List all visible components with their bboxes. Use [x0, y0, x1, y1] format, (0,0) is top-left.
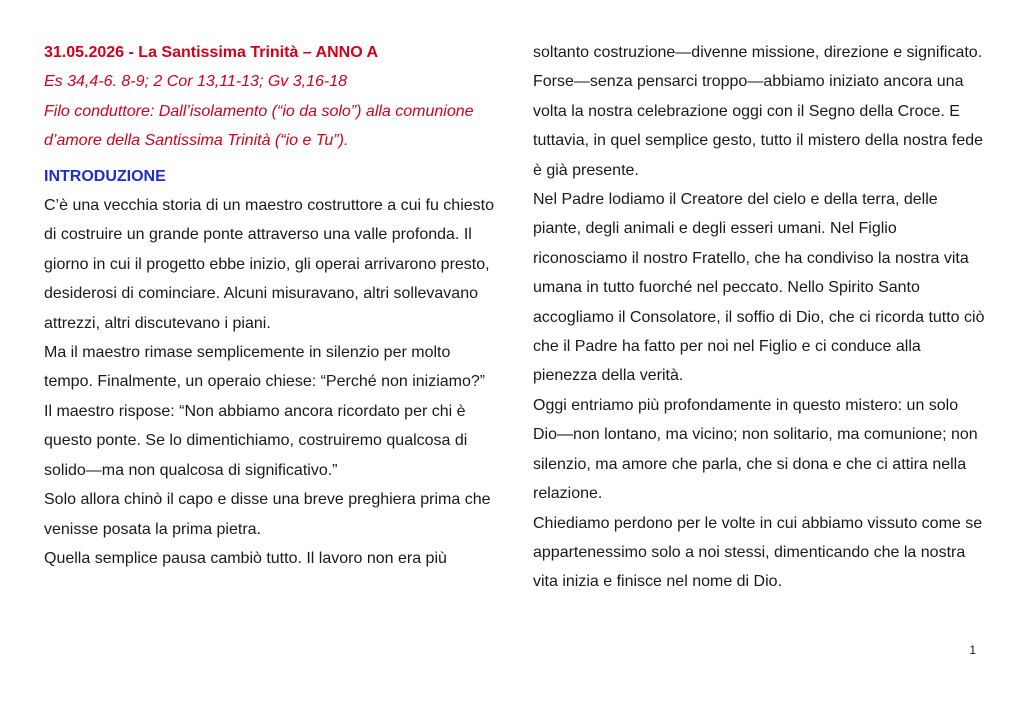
paragraph: C’è una vecchia storia di un maestro costruttore a cui fu chiesto di costruire un grande ponte attraverso una valle profonda. Il giorno in cui il progetto ebbe inizio, gli operai arrivarono presto, desiderosi di cominciare. Alcuni misuravano, altri sollevavano attrezzi, altri discutevano i piani. [44, 197, 494, 332]
guiding-theme: Filo conduttore: Dall’isolamento (“io da solo”) alla comunione d’amore della Santissima Trinità (“io e Tu”). [44, 102, 474, 150]
section-heading: INTRODUZIONE [44, 167, 166, 185]
readings-reference: Es 34,4-6. 8-9; 2 Cor 13,11-13; Gv 3,16-18 [44, 73, 347, 91]
paragraph: Solo allora chinò il capo e disse una breve preghiera prima che venisse posata la prima pietra. [44, 491, 491, 538]
paragraph: Il maestro rispose: “Non abbiamo ancora ricordato per chi è questo ponte. Se lo dimentichiamo, costruiremo qualcosa di solido—ma non qualcosa di significativo.” [44, 402, 468, 479]
paragraph: Chiediamo perdono per le volte in cui abbiamo vissuto come se appartenessimo solo a noi stessi, dimenticando che la nostra vita inizia e finisce nel nome di Dio. [533, 514, 983, 591]
left-column [44, 38, 496, 573]
paragraph: soltanto costruzione—divenne missione, direzione e significato. [533, 44, 983, 61]
right-column [533, 38, 985, 597]
page-number: 1 [969, 643, 976, 657]
paragraph: Ma il maestro rimase semplicemente in silenzio per molto tempo. Finalmente, un operaio chiese: “Perché non iniziamo?” [44, 344, 486, 391]
paragraph: Quella semplice pausa cambiò tutto. Il lavoro non era più [44, 549, 447, 567]
paragraph: Oggi entriamo più profondamente in questo mistero: un solo Dio—non lontano, ma vicino; non solitario, ma comunione; non silenzio, ma amore che parla, che si dona e che ci attira nella relazione. [533, 396, 978, 503]
document-title: 31.05.2026 - La Santissima Trinità – ANNO A [44, 44, 379, 61]
paragraph: Forse—senza pensarci troppo—abbiamo iniziato ancora una volta la nostra celebrazione oggi con il Segno della Croce. E tuttavia, in quel semplice gesto, tutto il mistero della nostra fede è già presente. [533, 73, 984, 179]
paragraph: Nel Padre lodiamo il Creatore del cielo e della terra, delle piante, degli animali e degli esseri umani. Nel Figlio riconosciamo il nostro Fratello, che ha condiviso la nostra vita umana in tutto fuorché nel peccato. Nello Spirito Santo accogliamo il Consolatore, il soffio di Dio, che ci ricorda tutto ciò che il Padre ha fatto per noi nel Figlio e ci conduce alla pienezza della verità. [533, 191, 985, 385]
